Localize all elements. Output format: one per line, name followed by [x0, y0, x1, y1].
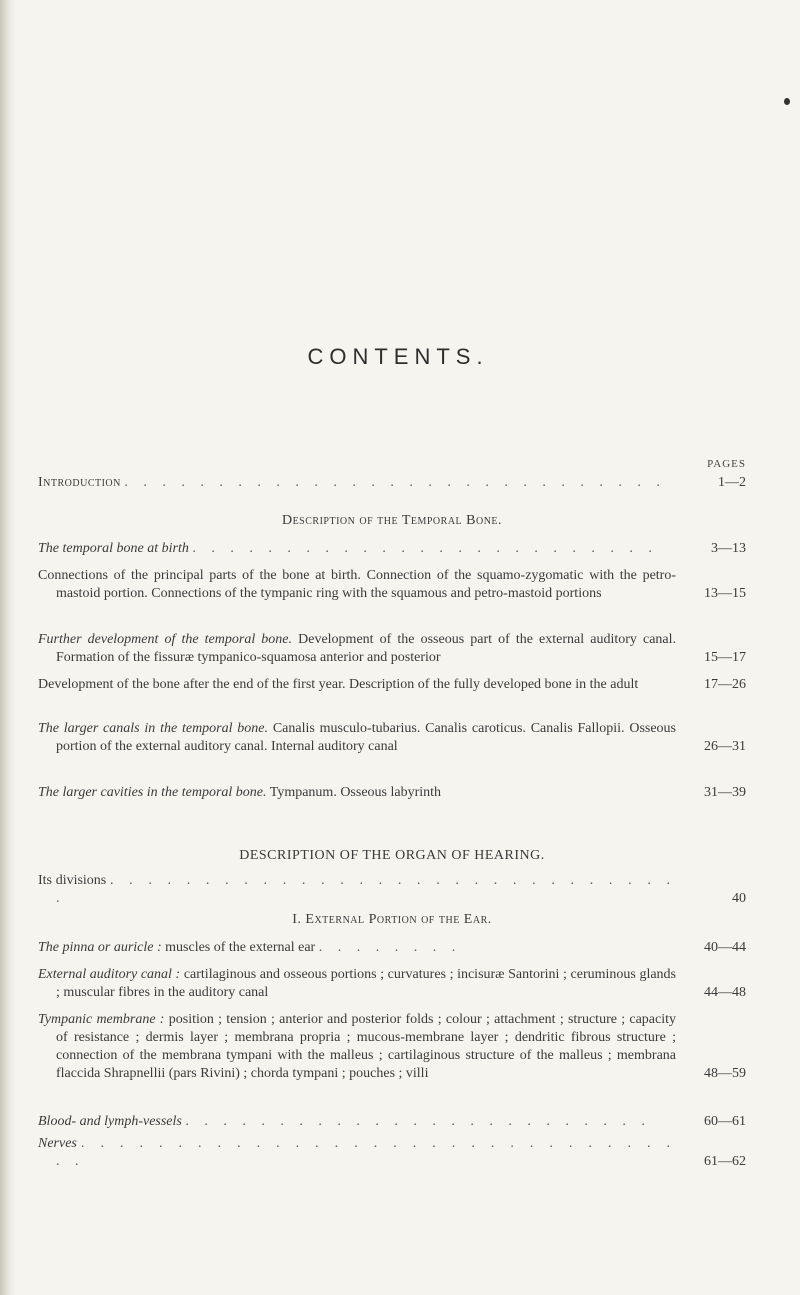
toc-page-range: 3—13 — [707, 540, 746, 558]
toc-entry-lead: The pinna or auricle : — [38, 940, 162, 955]
page-title: CONTENTS. — [307, 344, 489, 369]
toc-page-range: 48—59 — [700, 1065, 746, 1083]
toc-entry-lead: The temporal bone at birth — [38, 541, 189, 556]
toc-entry-divisions: Its divisions . . . . . . . . . . . . . . . . . . . . . . . . . . . . . . . 40 — [38, 873, 746, 906]
toc-entry-lead: Further development of the temporal bone. — [38, 632, 293, 647]
toc-entry-text: Development of the osseous part of the external auditory canal. Formation of the fissuræ tympanico-squamosa anterior and posterior — [56, 632, 677, 665]
toc-page-range: 17—26 — [700, 676, 746, 694]
toc-entry-introduction: Introduction . . . . . . . . . . . . . . . . . . . . . . . . . . . . . 1—2 — [38, 475, 746, 490]
toc-entry-text: cartilaginous and osseous portions ; curvatures ; incisuræ Santorini ; ceruminous glands ; muscular fibres in the auditory canal — [56, 967, 677, 1000]
toc-entry-lead: The larger canals in the temporal bone. — [38, 721, 269, 736]
pages-column-label: PAGES — [707, 458, 746, 470]
toc-entry-lead: External auditory canal : — [38, 967, 181, 982]
toc-entry-lead: The larger cavities in the temporal bone. — [38, 785, 267, 800]
toc-page-range: 40—44 — [700, 939, 746, 957]
section-heading-organ-of-hearing: DESCRIPTION OF THE ORGAN OF HEARING. — [239, 848, 545, 863]
toc-entry-text: Connections of the principal parts of the bone at birth. Connection of the squamo-zygomatic with the petro-mastoid portion. Connections of the tympanic ring with the squamous and petro-mastoid portions — [38, 568, 676, 601]
toc-entry-lead: Nerves — [38, 1136, 77, 1151]
toc-page-range: 44—48 — [700, 984, 746, 1002]
toc-entry: The temporal bone at birth . . . . . . . . . . . . . . . . . . . . . . . . . 3—13 — [38, 541, 746, 556]
toc-page-range: 61—62 — [700, 1153, 746, 1171]
section-heading-external-ear: I. External Portion of the Ear. — [292, 912, 492, 927]
toc-entry-text: position ; tension ; anterior and posterior folds ; colour ; attachment ; structure ; capacity of resistance ; dermis layer ; membrana propria ; mucous-membrane layer ; dendritic fibrous structure ; connection of the membrana tympani with the malleus ; cartilaginous structure of the malleus ; membrana flaccida Shrapnellii (pars Rivini) ; chorda tympani ; pouches ; villi — [56, 1012, 677, 1081]
toc-page-range: 13—15 — [700, 585, 746, 603]
toc-entry: Nerves . . . . . . . . . . . . . . . . . . . . . . . . . . . . . . . . . 61—62 — [38, 1136, 746, 1169]
toc-entry-label: Its divisions — [38, 873, 107, 888]
page-edge-shadow — [0, 0, 16, 1295]
toc-page-range: 1—2 — [714, 474, 746, 492]
toc-entry-text: Canalis musculo-tubarius. Canalis caroticus. Canalis Fallopii. Osseous portion of the external auditory canal. Internal auditory canal — [56, 721, 677, 754]
toc-entry — [38, 784, 746, 802]
toc-entry — [38, 966, 746, 1002]
toc-entry-label: Introduction — [38, 475, 121, 490]
toc-entry — [38, 1011, 746, 1083]
toc-entry — [38, 720, 746, 756]
toc-entry-lead: Blood- and lymph-vessels — [38, 1114, 182, 1129]
toc-page-range: 31—39 — [700, 784, 746, 802]
toc-entry-text: Tympanum. Osseous labyrinth — [269, 785, 442, 800]
toc-page-range: 26—31 — [700, 738, 746, 756]
section-heading-temporal-bone: Description of the Temporal Bone. — [281, 513, 503, 528]
toc-entry: Blood- and lymph-vessels . . . . . . . . . . . . . . . . . . . . . . . . . 60—61 — [38, 1114, 746, 1129]
toc-entry-text: Development of the bone after the end of the first year. Description of the fully developed bone in the adult — [38, 677, 639, 692]
toc-entry-lead: Tympanic membrane : — [38, 1012, 165, 1027]
toc-entry — [38, 567, 746, 603]
print-spot — [784, 98, 790, 105]
toc-page-range: 60—61 — [700, 1113, 746, 1131]
toc-page-range: 15—17 — [700, 649, 746, 667]
toc-page-range: 40 — [728, 890, 746, 908]
toc-entry — [38, 676, 746, 694]
toc-entry — [38, 631, 746, 667]
toc-entry: The pinna or auricle : muscles of the external ear . . . . . . . . 40—44 — [38, 940, 746, 955]
toc-entry-text: muscles of the external ear — [165, 940, 316, 955]
